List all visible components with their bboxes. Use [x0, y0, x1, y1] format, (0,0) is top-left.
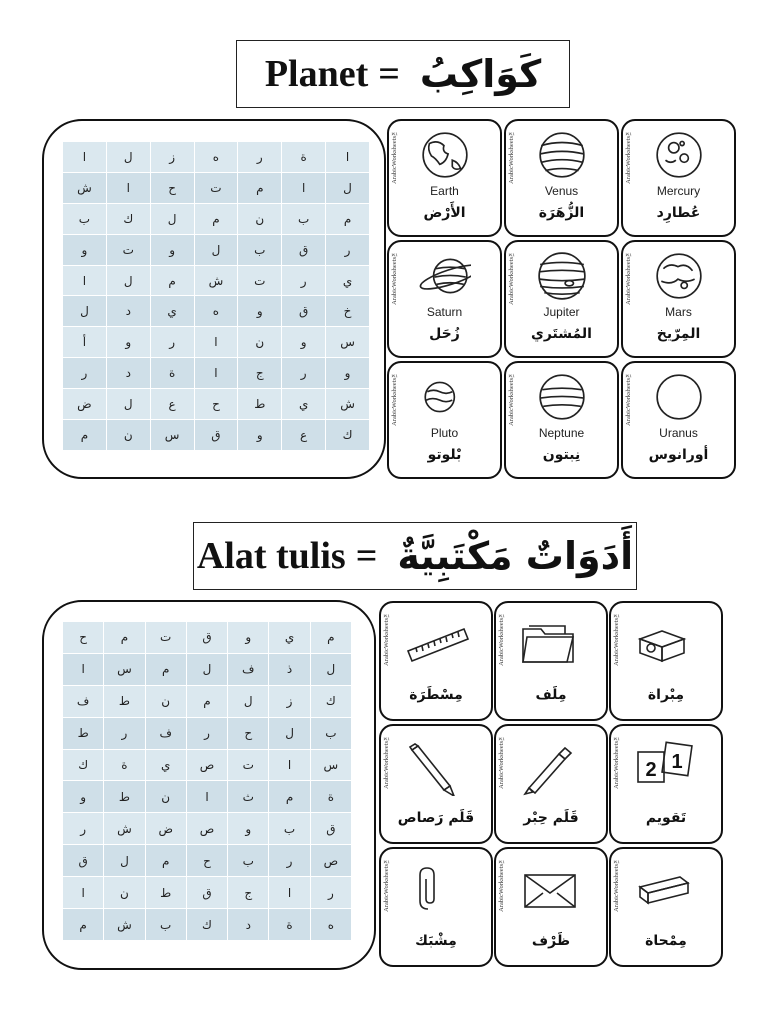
fountain-pen-icon [518, 740, 584, 796]
grid-cell: ة [150, 358, 194, 389]
grid-cell: ح [194, 389, 238, 420]
card-label-arabic: مِمْحاة [645, 933, 687, 949]
grid-row [63, 296, 370, 327]
word-card [387, 240, 502, 358]
grid-cell: ل [104, 845, 145, 877]
grid-cell: ي [145, 749, 186, 781]
grid-cell: ل [186, 653, 227, 685]
grid-cell: خ [326, 296, 370, 327]
grid-cell: ش [104, 909, 145, 941]
earth-icon [419, 129, 471, 181]
grid-cell: و [238, 296, 282, 327]
pencil-icon [403, 740, 469, 796]
grid-cell: ل [106, 142, 150, 173]
grid-cell: و [150, 234, 194, 265]
grid-cell: ا [63, 653, 104, 685]
watermark-text: ArabicWorksheets™ [625, 129, 632, 184]
grid-cell: ن [145, 685, 186, 717]
watermark-text: ArabicWorksheets™ [508, 371, 515, 426]
grid-cell: و [282, 327, 326, 358]
grid-cell: ر [63, 813, 104, 845]
grid-cell: ف [63, 685, 104, 717]
grid-cell: ط [104, 781, 145, 813]
grid-cell: ر [104, 717, 145, 749]
grid-cell: ر [326, 234, 370, 265]
card-label-arabic: قَلَم حِبْر [523, 810, 579, 826]
pluto-icon [419, 371, 471, 423]
word-card [609, 601, 723, 721]
card-label-arabic: مِلَف [535, 687, 567, 703]
grid-cell: ق [186, 877, 227, 909]
title-equals: = [355, 535, 378, 577]
grid-cell: ك [310, 685, 351, 717]
grid-cell: ر [282, 358, 326, 389]
grid-cell: ا [106, 172, 150, 203]
grid-cell: ر [150, 327, 194, 358]
grid-cell: ط [63, 717, 104, 749]
card-label-arabic: مِبْراة [647, 687, 685, 703]
grid-cell: ش [194, 265, 238, 296]
grid-cell: ف [145, 717, 186, 749]
card-label-english: Venus [544, 184, 579, 198]
grid-cell: س [310, 749, 351, 781]
grid-cell: ب [282, 203, 326, 234]
grid-cell: ب [63, 203, 107, 234]
card-label-english: Saturn [426, 305, 463, 319]
grid-cell: ل [63, 296, 107, 327]
grid-cell: ط [145, 877, 186, 909]
word-card [379, 724, 493, 844]
grid-cell: ق [194, 420, 238, 451]
word-card [387, 361, 502, 479]
grid-cell: ا [282, 172, 326, 203]
grid-cell: ب [269, 813, 310, 845]
watermark-text: ArabicWorksheets™ [613, 857, 620, 912]
grid-row [63, 203, 370, 234]
grid-cell: ج [238, 358, 282, 389]
grid-cell: ل [106, 389, 150, 420]
grid-cell: م [194, 203, 238, 234]
grid-cell: م [63, 909, 104, 941]
card-label-english: Mars [665, 305, 692, 319]
grid-row [63, 389, 370, 420]
grid-cell: و [106, 327, 150, 358]
watermark-text: ArabicWorksheets™ [498, 734, 505, 789]
section-title-stationery [193, 522, 637, 590]
grid-cell: ض [63, 389, 107, 420]
grid-cell: ل [150, 203, 194, 234]
grid-cell: ز [269, 685, 310, 717]
grid-cell: ط [238, 389, 282, 420]
grid-cell: ب [228, 845, 269, 877]
word-card [494, 601, 608, 721]
word-card [387, 119, 502, 237]
grid-cell: ب [310, 717, 351, 749]
card-label-arabic: تَقويم [645, 810, 687, 826]
card-label-arabic: المُشتَري [531, 326, 592, 342]
card-label-english: Pluto [430, 426, 459, 440]
grid-row [63, 234, 370, 265]
word-card [621, 119, 736, 237]
grid-cell: ش [326, 389, 370, 420]
card-label-arabic: أورانوس [648, 447, 709, 463]
title-equals: = [378, 53, 400, 95]
grid-row [63, 172, 370, 203]
grid-cell: م [145, 845, 186, 877]
watermark-text: ArabicWorksheets™ [508, 250, 515, 305]
word-card [379, 601, 493, 721]
grid-cell: و [228, 622, 269, 654]
card-label-english: Earth [430, 184, 459, 198]
card-label-english: Jupiter [543, 305, 580, 319]
grid-cell: ش [104, 813, 145, 845]
grid-cell: ق [186, 622, 227, 654]
word-card [379, 847, 493, 967]
grid-cell: ا [194, 358, 238, 389]
watermark-text: ArabicWorksheets™ [498, 857, 505, 912]
grid-cell: ر [63, 358, 107, 389]
grid-row [63, 142, 370, 173]
watermark-text: ArabicWorksheets™ [613, 734, 620, 789]
grid-cell: ن [104, 877, 145, 909]
grid-row [63, 813, 352, 845]
grid-cell: ت [228, 749, 269, 781]
grid-cell: ن [145, 781, 186, 813]
card-label-arabic: بْلوتو [427, 447, 462, 463]
grid-cell: ر [310, 877, 351, 909]
title-english: Alat tulis [196, 535, 346, 577]
grid-cell: ع [150, 389, 194, 420]
grid-cell: ر [269, 845, 310, 877]
grid-cell: ي [326, 265, 370, 296]
grid-cell: م [145, 653, 186, 685]
grid-cell: و [63, 234, 107, 265]
grid-row [63, 877, 352, 909]
grid-cell: م [326, 203, 370, 234]
grid-cell: ا [269, 877, 310, 909]
grid-cell: س [326, 327, 370, 358]
eraser-icon [633, 863, 699, 919]
grid-cell: ك [186, 909, 227, 941]
grid-row [63, 781, 352, 813]
grid-row [63, 685, 352, 717]
grid-cell: ق [310, 813, 351, 845]
grid-cell: ح [150, 172, 194, 203]
watermark-text: ArabicWorksheets™ [383, 611, 390, 666]
grid-cell: م [63, 420, 107, 451]
ruler-icon [403, 617, 469, 673]
calendar-digit-b: 1 [671, 751, 683, 773]
calendar-digit-a: 2 [645, 759, 657, 781]
word-search-grid [62, 141, 370, 451]
envelope-icon [518, 863, 584, 919]
uranus-icon [653, 371, 705, 423]
grid-cell: ط [104, 685, 145, 717]
grid-cell: ب [145, 909, 186, 941]
grid-cell: ي [150, 296, 194, 327]
card-label-english: Uranus [659, 426, 698, 440]
card-label-arabic: مِشْبَك [415, 933, 457, 949]
section-title-planet [236, 40, 570, 108]
grid-cell: ق [63, 845, 104, 877]
grid-cell: ك [326, 420, 370, 451]
grid-cell: ه [194, 296, 238, 327]
watermark-text: ArabicWorksheets™ [391, 371, 398, 426]
word-card [494, 724, 608, 844]
grid-cell: ل [106, 265, 150, 296]
grid-cell: د [228, 909, 269, 941]
grid-cell: م [238, 172, 282, 203]
mars-icon [653, 250, 705, 302]
watermark-text: ArabicWorksheets™ [625, 250, 632, 305]
grid-row [63, 358, 370, 389]
grid-cell: ن [106, 420, 150, 451]
grid-cell: ك [63, 749, 104, 781]
card-label-arabic: ظَرْف [531, 933, 571, 949]
card-label-arabic: نِبتون [542, 447, 581, 463]
grid-cell: ب [238, 234, 282, 265]
watermark-text: ArabicWorksheets™ [625, 371, 632, 426]
grid-row [63, 622, 352, 654]
grid-row [63, 265, 370, 296]
word-card [504, 361, 619, 479]
watermark-text: ArabicWorksheets™ [391, 129, 398, 184]
card-label-arabic: المِرّيخ [656, 326, 701, 342]
title-english: Planet [264, 53, 369, 95]
grid-cell: أ [63, 327, 107, 358]
grid-cell: ت [238, 265, 282, 296]
venus-icon [536, 129, 588, 181]
grid-cell: ا [63, 265, 107, 296]
grid-cell: ا [63, 877, 104, 909]
grid-row [63, 749, 352, 781]
grid-cell: ع [282, 420, 326, 451]
grid-cell: س [150, 420, 194, 451]
grid-row [63, 653, 352, 685]
calendar-icon [633, 740, 699, 796]
grid-cell: ه [310, 909, 351, 941]
word-card [621, 361, 736, 479]
grid-cell: م [186, 685, 227, 717]
grid-cell: ا [194, 327, 238, 358]
title-arabic: كَوَاكِبُ [419, 52, 542, 96]
card-label-arabic: الزُّهَرَة [538, 205, 585, 221]
grid-cell: ض [145, 813, 186, 845]
grid-cell: ة [310, 781, 351, 813]
grid-cell: م [150, 265, 194, 296]
watermark-text: ArabicWorksheets™ [391, 250, 398, 305]
grid-cell: د [106, 296, 150, 327]
word-card [609, 724, 723, 844]
grid-cell: ر [186, 717, 227, 749]
grid-cell: ا [326, 142, 370, 173]
watermark-text: ArabicWorksheets™ [383, 857, 390, 912]
word-card [621, 240, 736, 358]
grid-cell: ل [310, 653, 351, 685]
grid-cell: و [228, 813, 269, 845]
grid-row [63, 420, 370, 451]
grid-cell: ح [63, 622, 104, 654]
grid-cell: ي [282, 389, 326, 420]
card-label-english: Neptune [538, 426, 585, 440]
card-label-arabic: الأَرْض [423, 205, 466, 221]
grid-cell: ش [63, 172, 107, 203]
sharpener-icon [633, 617, 699, 673]
grid-cell: و [326, 358, 370, 389]
grid-cell: د [106, 358, 150, 389]
grid-cell: ص [186, 813, 227, 845]
grid-cell: ذ [269, 653, 310, 685]
title-arabic: أَدَوَاتٌ مَكْتَبِيَّةٌ [397, 534, 634, 578]
word-search-grid [62, 621, 352, 941]
jupiter-icon [536, 250, 588, 302]
grid-cell: ة [104, 749, 145, 781]
grid-cell: ا [186, 781, 227, 813]
grid-cell: ة [282, 142, 326, 173]
grid-cell: ح [186, 845, 227, 877]
card-label-arabic: قَلَم رَصاص [397, 810, 475, 826]
neptune-icon [536, 371, 588, 423]
grid-cell: ي [269, 622, 310, 654]
grid-cell: ق [282, 234, 326, 265]
grid-row [63, 327, 370, 358]
grid-row [63, 717, 352, 749]
grid-cell: س [104, 653, 145, 685]
word-card [494, 847, 608, 967]
watermark-text: ArabicWorksheets™ [498, 611, 505, 666]
grid-row [63, 845, 352, 877]
grid-cell: ا [63, 142, 107, 173]
grid-cell: ن [238, 327, 282, 358]
grid-cell: ه [194, 142, 238, 173]
grid-cell: م [104, 622, 145, 654]
card-label-arabic: مِسْطَرَة [409, 687, 463, 703]
grid-cell: ل [269, 717, 310, 749]
grid-cell: و [238, 420, 282, 451]
grid-cell: ر [238, 142, 282, 173]
grid-cell: م [269, 781, 310, 813]
grid-cell: ا [269, 749, 310, 781]
grid-cell: ح [228, 717, 269, 749]
word-card [504, 119, 619, 237]
word-card [504, 240, 619, 358]
word-card [609, 847, 723, 967]
grid-cell: ث [228, 781, 269, 813]
grid-cell: ص [186, 749, 227, 781]
card-label-arabic: زُحَل [429, 326, 460, 342]
grid-cell: ص [310, 845, 351, 877]
grid-cell: ج [228, 877, 269, 909]
grid-cell: ة [269, 909, 310, 941]
grid-row [63, 909, 352, 941]
watermark-text: ArabicWorksheets™ [383, 734, 390, 789]
grid-cell: و [63, 781, 104, 813]
card-label-english: Mercury [656, 184, 701, 198]
saturn-icon [419, 250, 471, 302]
grid-cell: ن [238, 203, 282, 234]
grid-cell: ت [194, 172, 238, 203]
mercury-icon [653, 129, 705, 181]
grid-cell: ف [228, 653, 269, 685]
grid-cell: ك [106, 203, 150, 234]
paperclip-icon [403, 863, 469, 919]
watermark-text: ArabicWorksheets™ [508, 129, 515, 184]
grid-cell: ت [145, 622, 186, 654]
grid-cell: ل [228, 685, 269, 717]
folder-icon [518, 617, 584, 673]
grid-cell: ر [282, 265, 326, 296]
grid-cell: ل [194, 234, 238, 265]
grid-cell: ز [150, 142, 194, 173]
grid-cell: م [310, 622, 351, 654]
grid-cell: ل [326, 172, 370, 203]
card-label-arabic: عُطارِد [656, 205, 701, 221]
grid-cell: ق [282, 296, 326, 327]
grid-cell: ت [106, 234, 150, 265]
watermark-text: ArabicWorksheets™ [613, 611, 620, 666]
